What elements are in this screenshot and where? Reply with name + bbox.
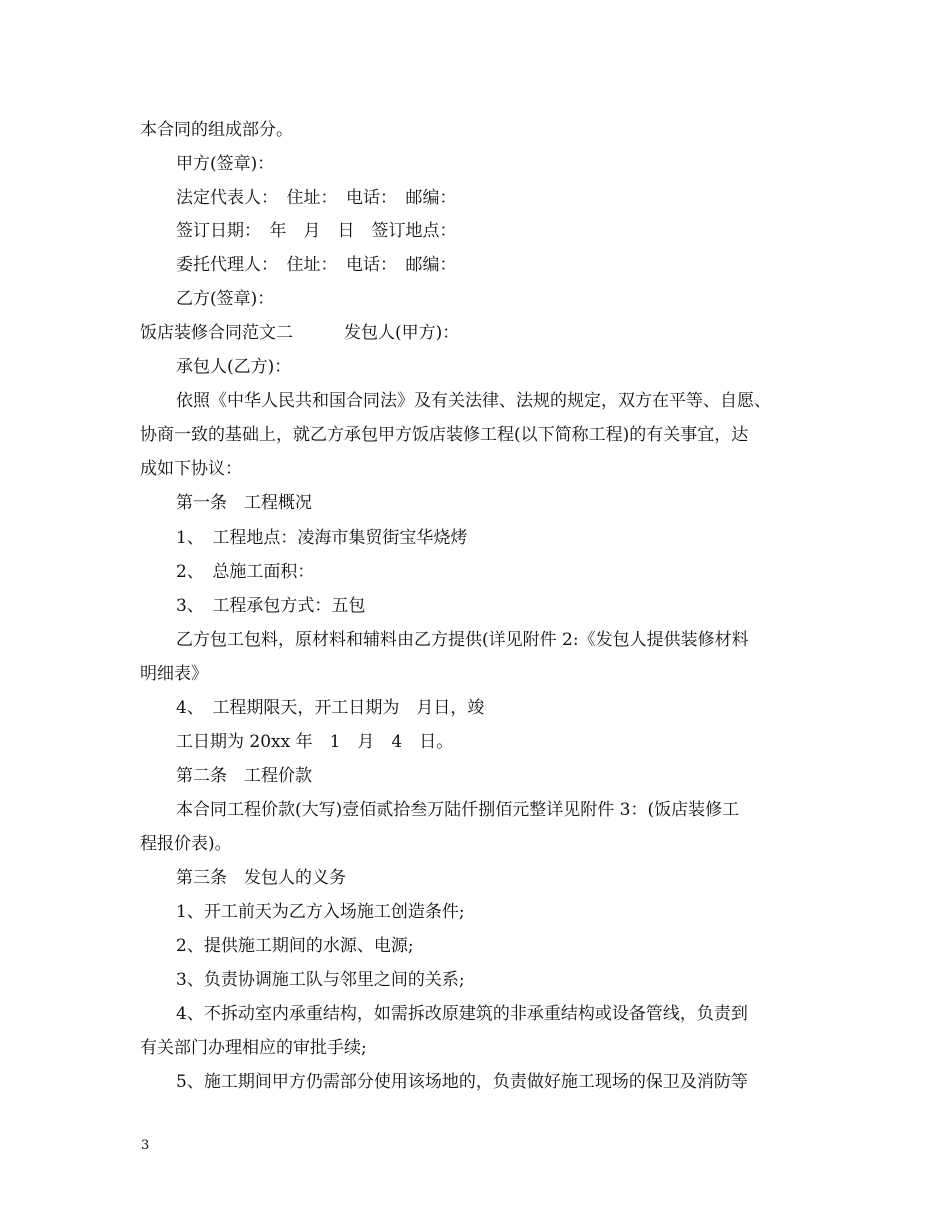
text-line-29: 5、施工期间甲方仍需部分使用该场地的，负责做好施工现场的保卫及消防等 [176, 1072, 748, 1092]
text-line-14: 2、 总施工面积： [176, 562, 315, 582]
text-line-6: 乙方(签章)： [176, 289, 275, 309]
text-line-28: 有关部门办理相应的审批手续; [140, 1038, 367, 1058]
text-line-12: 第一条 工程概况 [176, 493, 312, 513]
text-line-18: 4、 工程期限天，开工日期为 月日，竣 [176, 698, 485, 718]
text-line-2: 甲方(签章)： [176, 154, 275, 174]
text-line-19: 工日期为 20xx 年 1 月 4 日。 [176, 732, 454, 752]
text-line-4: 签订日期： 年 月 日 签订地点： [176, 221, 457, 241]
text-line-10: 协商一致的基础上，就乙方承包甲方饭店装修工程(以下简称工程)的有关事宜，达 [140, 425, 749, 445]
page-number: 3 [141, 1138, 150, 1153]
text-line-25: 2、提供施工期间的水源、电源; [176, 936, 414, 956]
text-line-16: 乙方包工包料，原材料和辅料由乙方提供(详见附件 2:《发包人提供装修材料 [176, 630, 749, 650]
text-line-9: 依照《中华人民共和国合同法》及有关法律、法规的规定，双方在平等、自愿、 [176, 391, 771, 411]
text-line-27: 4、不拆动室内承重结构，如需拆改原建筑的非承重结构或设备管线，负责到 [176, 1004, 748, 1024]
text-line-24: 1、开工前天为乙方入场施工创造条件; [176, 902, 465, 922]
text-line-11: 成如下协议： [140, 459, 242, 479]
text-line-17: 明细表》 [140, 664, 208, 684]
text-line-8: 承包人(乙方)： [176, 357, 292, 377]
text-line-3: 法定代表人： 住址： 电话： 邮编： [176, 188, 457, 208]
text-line-5: 委托代理人： 住址： 电话： 邮编： [176, 255, 457, 275]
text-line-15: 3、 工程承包方式：五包 [176, 596, 366, 616]
text-line-22: 程报价表)。 [140, 834, 232, 854]
text-line-7: 饭店装修合同范文二 发包人(甲方)： [140, 323, 460, 343]
text-line-26: 3、负责协调施工队与邻里之间的关系; [176, 970, 465, 990]
text-line-21: 本合同工程价款(大写)壹佰贰拾叁万陆仟捌佰元整详见附件 3：(饭店装修工 [176, 800, 740, 820]
text-line-1: 本合同的组成部分。 [140, 120, 293, 140]
text-line-13: 1、 工程地点：凌海市集贸街宝华烧烤 [176, 528, 468, 548]
text-line-23: 第三条 发包人的义务 [176, 868, 346, 888]
text-line-20: 第二条 工程价款 [176, 766, 312, 786]
